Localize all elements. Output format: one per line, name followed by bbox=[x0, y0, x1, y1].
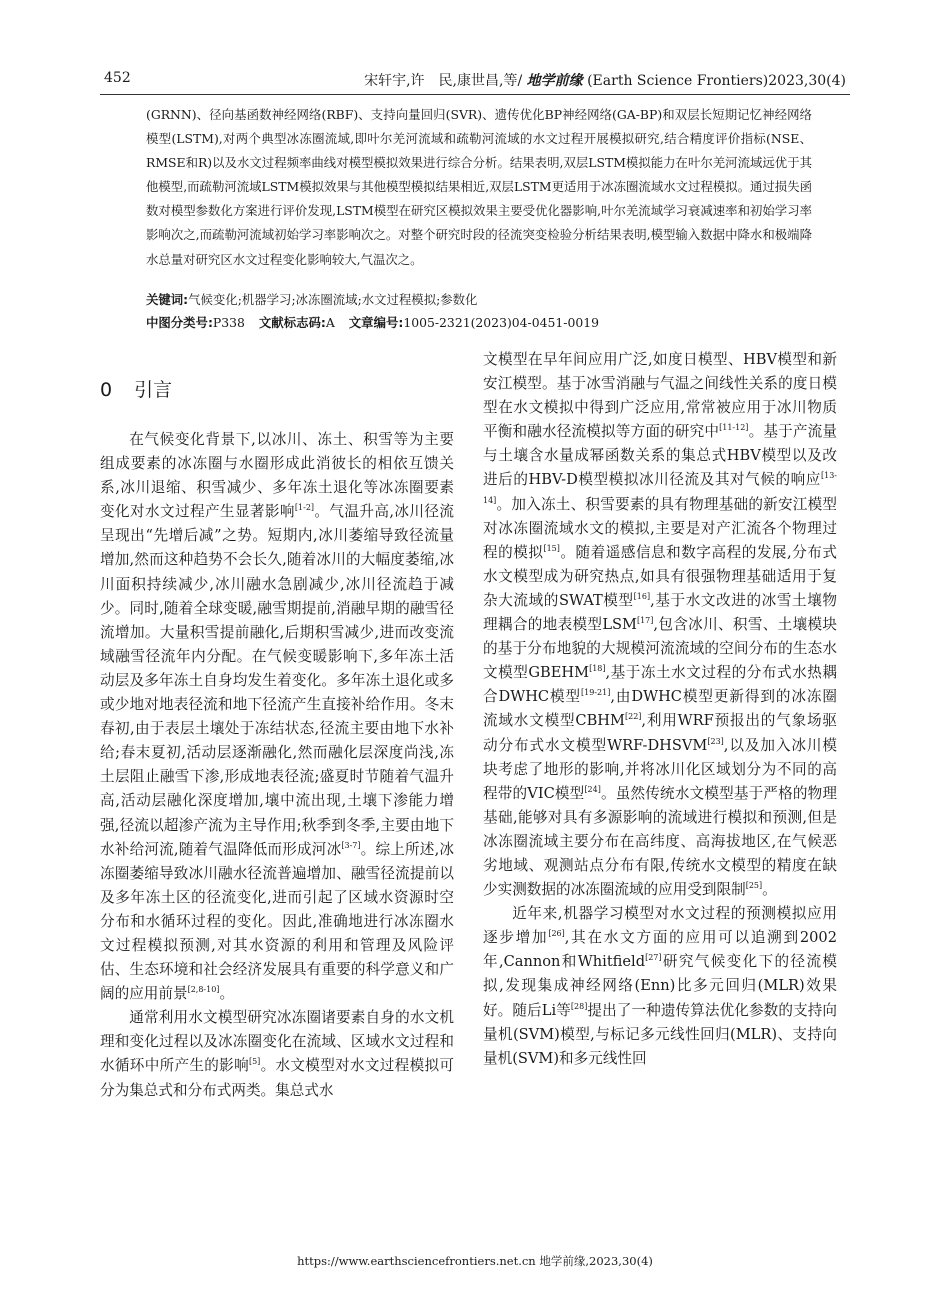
text-run: 文模型在早年间应用广泛,如度日模型、HBV模型和新安江模型。基于冰雪消融与气温之间线性关系的度日模型在水文模拟中得到广泛应用,常常被应用于冰川物质平衡和融水径流模拟等方面的研究中 bbox=[483, 351, 837, 441]
text-run: 。虽然传统水文模型基于严格的物理基础,能够对具有多源影响的流域进行模拟和预测,但是冰冻圈流域主要分布在高纬度、高海拔地区,在气候恶劣地域、观测站点分布有限,传统水文模型的精度在缺少实测数据的冰冻圈流域的应用受到限制 bbox=[483, 784, 837, 899]
paragraph bbox=[483, 902, 837, 1071]
text-run: 。 bbox=[762, 881, 777, 899]
citation-ref[interactable]: [16] bbox=[633, 591, 651, 601]
text-run: 。 bbox=[219, 985, 235, 1003]
citation-ref[interactable]: [26] bbox=[548, 929, 565, 939]
running-citation bbox=[364, 70, 846, 90]
citation-ref[interactable]: [15] bbox=[543, 543, 560, 553]
citation-ref[interactable]: [19-21] bbox=[581, 688, 611, 698]
text-run: 。随着遥感信息和数字高程的发展,分布式水文模型成为研究热点,如具有很强物理基础适用于复杂大流域的SWAT模型 bbox=[483, 543, 837, 609]
section-title: 引言 bbox=[134, 379, 173, 401]
keywords-label: 关键词: bbox=[146, 292, 189, 307]
paragraph bbox=[100, 428, 454, 1006]
text-run: 。气温升高,冰川径流呈现出“先增后减”之势。短期内,冰川萎缩导致径流量增加,然而这种趋势不会长久,随着冰川的大幅度萎缩,冰川面积持续减少,冰川融水急剧减少,冰川径流趋于减少。同时,随着全球变暖,融雪期提前,消融早期的融雪径流增加。大量积雪提前融化,后期积雪减少,进而改变流域融雪径流年内分配。在气候变暖影响下,多年冻土活动层及多年冻土自身均发生着变化。多年冻土退化或多或少地对地表径流和地下径流产生直接补给作用。冬末春初,由于表层土壤处于冻结状态,径流主要由地下水补给;春末夏初,活动层逐渐融化,然而融化层深度尚浅,冻土层阻止融雪下渗,形成地表径流;盛夏时节随着气温升高,活动层融化深度增加,壤中流出现,土壤下渗能力增强,径流以超渗产流为主导作用;秋季到冬季,主要由地下水补给河流,随着气温降低而形成河冰 bbox=[100, 503, 454, 858]
doc-code-value: A bbox=[325, 315, 335, 330]
header-citation: (Earth Science Frontiers)2023,30(4) bbox=[587, 73, 846, 89]
header-authors: 宋轩宇,许 民,康世昌,等/ bbox=[364, 73, 523, 89]
citation-ref[interactable]: [13-14] bbox=[483, 471, 837, 505]
keywords-line bbox=[146, 291, 812, 309]
running-header bbox=[100, 68, 850, 95]
text-run: ,由DWHC模型更新得到的冰冻圈流域水文模型CBHM bbox=[483, 688, 837, 730]
citation-ref[interactable]: [25] bbox=[745, 881, 763, 891]
text-run: ,以及加入冰川模块考虑了地形的影响,并将冰川化区域划分为不同的高程带的VIC模型 bbox=[483, 736, 838, 802]
page-number: 452 bbox=[104, 70, 131, 86]
text-run: 研究气候变化下的径流模拟,发现集成神经网络(Enn)比多元回归(MLR)效果好。随后Li等 bbox=[483, 953, 837, 1019]
text-run: ,包含冰川、积雪、土壤模块的基于分布地貌的大规模河流流域的空间分布的生态水文模型GBEHM bbox=[483, 616, 837, 682]
footer-journal: 地学前缘,2023,30(4) bbox=[539, 1254, 653, 1268]
citation-ref[interactable]: [17] bbox=[636, 616, 654, 626]
header-journal: 地学前缘 bbox=[526, 73, 583, 89]
text-run: 。加入冻土、积雪要素的具有物理基础的新安江模型对冰冻圈流域水文的模拟,主要是对产汇流各个物理过程的模拟 bbox=[483, 495, 837, 561]
citation-ref[interactable]: [1-2] bbox=[294, 503, 315, 513]
citation-ref[interactable]: [5] bbox=[248, 1057, 261, 1067]
text-run: 通常利用水文模型研究冰冻圈诸要素自身的水文机理和变化过程以及冰冻圈变化在流域、区域水文过程和水循环中所产生的影响 bbox=[100, 1009, 454, 1075]
citation-ref[interactable]: [3-7] bbox=[341, 840, 361, 850]
citation-ref[interactable]: [2,8-10] bbox=[187, 985, 220, 995]
text-run: 。基于产流量与土壤含水量成幂函数关系的集总式HBV模型以及改进后的HBV-D模型模拟冰川径流及其对气候的响应 bbox=[483, 423, 837, 489]
citation-ref[interactable]: [22] bbox=[624, 712, 642, 722]
text-run: ,其在水文方面的应用可以追溯到2002年,Cannon和Whitfield bbox=[483, 929, 837, 971]
right-column bbox=[483, 348, 837, 1071]
text-run: ,基于冻土水文过程的分布式水热耦合DWHC模型 bbox=[483, 664, 837, 706]
citation-ref[interactable]: [28] bbox=[570, 1001, 588, 1011]
abstract-body: (GRNN)、径向基函数神经网络(RBF)、支持向量回归(SVR)、遗传优化BP神经网络(GA-BP)和双层长短期记忆神经网络模型(LSTM),对两个典型冰冻圈流域,即叶尔羌河流域和疏勒河流域的水文过程开展模拟研究,结合精度评价指标(NSE、RMSE和R)以及水文过程频率曲线对模型模拟效果进行综合分析。结果表明,双层LSTM模拟能力在叶尔羌河流域远优于其他模型,而疏勒河流域LSTM模拟效果与其他模型模拟结果相近,双层LSTM更适用于冰冻圈流域水文过程模拟。通过损失函数对模型参数化方案进行评价发现,LSTM模型在研究区模拟效果主要受优化器影响,叶尔羌流域学习衰减速率和初始学习率影响次之,而疏勒河流域初始学习率影响次之。对整个研究时段的径流突变检验分析结果表明,模型输入数据中降水和极端降水总量对研究区水文过程变化影响较大,气温次之。 bbox=[146, 107, 812, 267]
classification-line bbox=[146, 314, 812, 332]
keywords-text: 气候变化;机器学习;冰冻圈流域;水文过程模拟;参数化 bbox=[188, 292, 478, 307]
clc-value: P338 bbox=[212, 315, 245, 330]
text-run: 在气候变化背景下,以冰川、冻土、积雪等为主要组成要素的冰冻圈与水圈形成此消彼长的相依互馈关系,冰川退缩、积雪减少、多年冻土退化等冰冻圈要素变化对水文过程产生显著影响 bbox=[100, 431, 454, 521]
text-run: 。水文模型对水文过程模拟可分为集总式和分布式两类。集总式水 bbox=[100, 1057, 454, 1099]
paragraph bbox=[483, 348, 837, 902]
left-column bbox=[100, 428, 454, 1103]
footer-url[interactable]: https://www.earthsciencefrontiers.net.cn bbox=[297, 1254, 536, 1268]
text-run: 。综上所述,冰冻圈萎缩导致冰川融水径流普遍增加、融雪径流提前以及多年冻土区的径流变化,进而引起了区域水资源时空分布和水循环过程的变化。因此,准确地进行冰冻圈水文过程模拟预测,对其水资源的利用和管理及风险评估、生态环境和社会经济发展具有重要的科学意义和广阔的应用前景 bbox=[100, 840, 455, 1003]
text-run: 近年来,机器学习模型对水文过程的预测模拟应用逐步增加 bbox=[483, 905, 837, 947]
citation-ref[interactable]: [27] bbox=[645, 953, 662, 963]
citation-ref[interactable]: [18] bbox=[589, 664, 606, 674]
citation-ref[interactable]: [23] bbox=[707, 736, 724, 746]
citation-ref[interactable]: [24] bbox=[584, 784, 601, 794]
doc-code-label: 文献标志码: bbox=[258, 315, 326, 330]
article-number-label: 文章编号: bbox=[348, 315, 404, 330]
text-run: ,利用WRF预报出的气象场驱动分布式水文模型WRF-DHSVM bbox=[483, 712, 837, 754]
text-run: 提出了一种遗传算法优化参数的支持向量机(SVM)模型,与标记多元线性回归(MLR)、支持向量机(SVM)和多元线性回 bbox=[483, 1001, 837, 1067]
article-number-value: 1005-2321(2023)04-0451-0019 bbox=[403, 315, 599, 330]
clc-label: 中图分类号: bbox=[146, 315, 213, 330]
text-run: ,基于水文改进的冰雪土壤物理耦合的地表模型LSM bbox=[483, 591, 838, 634]
paragraph bbox=[100, 1006, 454, 1102]
page-footer bbox=[0, 1253, 950, 1269]
section-number: 0 bbox=[100, 379, 113, 401]
citation-ref[interactable]: [11-12] bbox=[719, 423, 749, 433]
section-heading bbox=[100, 375, 172, 402]
